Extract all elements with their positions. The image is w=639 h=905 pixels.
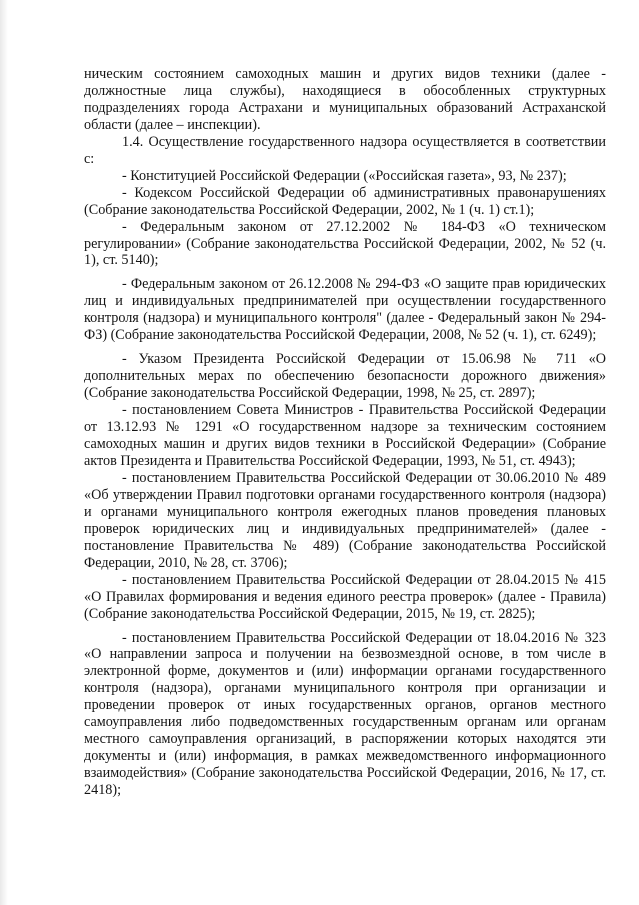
paragraph-law-294fz: - Федеральным законом от 26.12.2008 № 294-ФЗ «О защите прав юридических лиц и индивидуальных предпринимателей при осуществлении государственного контроля (надзора) и муниципального контроля" (далее - Федеральный закон № 294-ФЗ) (Собрание законодательства Российской Федерации, 2008, № 52 (ч. 1), ст. 6249); <box>84 276 606 344</box>
paragraph-decree-711: - Указом Президента Российской Федерации от 15.06.98 № 711 «О дополнительных мерах по обеспечению безопасности дорожного движения» (Собрание законодательства Российской Федерации, 1998, № 25, ст. 2897); <box>84 351 606 402</box>
paragraph-law-184fz: - Федеральным законом от 27.12.2002 № 184-ФЗ «О техническом регулировании» (Собрание законодательства Российской Федерации, 2002, № 52 (ч. 1), ст. 5140); <box>84 218 606 269</box>
paragraph-resolution-1291: - постановлением Совета Министров - Правительства Российской Федерации от 13.12.93 № 1291 «О государственном надзоре за техническим состоянием самоходных машин и других видов техники в Российской Федерации» (Собрание актов Президента и Правительства Российской Федерации, 1993, № 51, ст. 4943); <box>84 402 606 469</box>
paragraph-resolution-323: - постановлением Правительства Российской Федерации от 18.04.2016 № 323 «О направлении запроса и получении на безвозмездной основе, в том числе в электронной форме, документов и (или) информации органами государственного контроля (надзора), органами муниципального контроля при организации и проведении проверок от иных государственных органов, органов местного самоуправления либо подведомственных государственным органам или органам местного самоуправления организаций, в распоряжении которых находятся эти документы и (или) информация, в рамках межведомственного информационного взаимодействия» (Собрание законодательства Российской Федерации, 2016, № 17, ст. 2418); <box>84 629 606 799</box>
scan-edge-shadow <box>0 0 8 905</box>
paragraph-resolution-415: - постановлением Правительства Российской Федерации от 28.04.2015 № 415 «О Правилах формирования и ведения единого реестра проверок» (далее - Правила) (Собрание законодательства Российской Федерации, 2015, № 19, ст. 2825); <box>84 571 606 622</box>
document-body <box>84 66 606 799</box>
paragraph-admin-code: - Кодексом Российской Федерации об административных правонарушениях (Собрание законодательства Российской Федерации, 2002, № 1 (ч. 1) ст.1); <box>84 184 606 218</box>
paragraph-section-1-4: 1.4. Осуществление государственного надзора осуществляется в соответствии с: <box>84 133 606 167</box>
paragraph-resolution-489: - постановлением Правительства Российской Федерации от 30.06.2010 № 489 «Об утверждении Правил подготовки органами государственного контроля (надзора) и органами муниципального контроля ежегодных планов проведения плановых проверок юридических лиц и индивидуальных предпринимателей» (далее - постановление Правительства № 489) (Собрание законодательства Российской Федерации, 2010, № 28, ст. 3706); <box>84 469 606 571</box>
paragraph-constitution: - Конституцией Российской Федерации («Российская газета», 93, № 237); <box>122 167 567 184</box>
paragraph-continuation: ническим состоянием самоходных машин и других видов техники (далее - должностные лица службы), находящиеся в обособленных структурных подразделениях города Астрахани и муниципальных образований Астраханской области (далее – инспекции). <box>84 66 606 133</box>
